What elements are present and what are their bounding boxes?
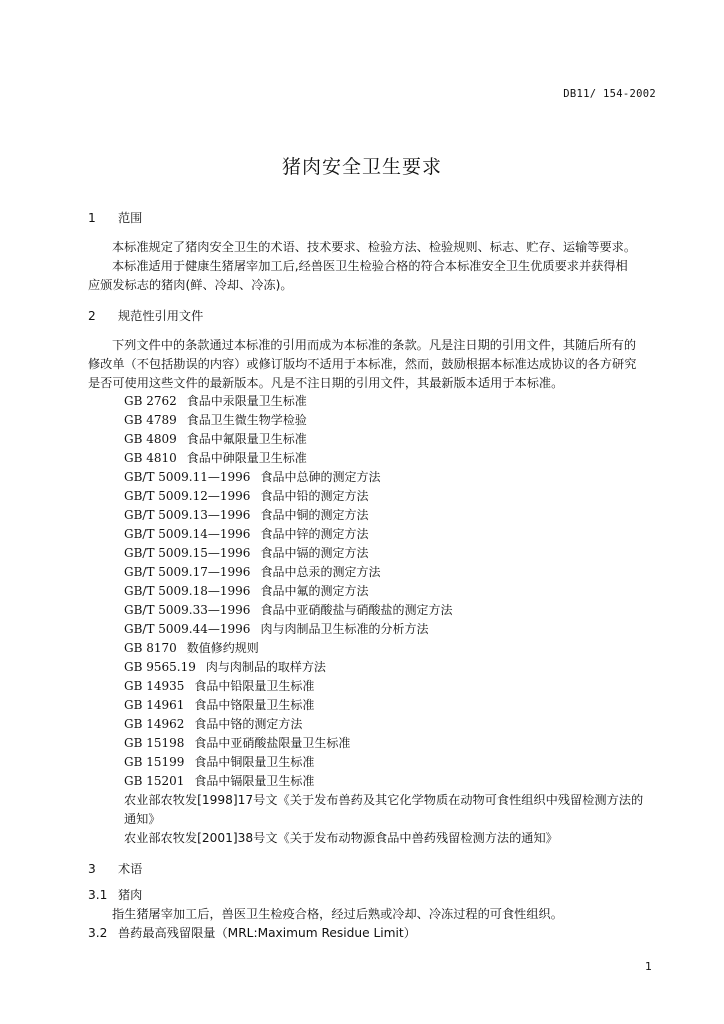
section-1-paragraph-2-line-1: 本标准适用于健康生猪屠宰加工后,经兽医卫生检验合格的符合本标准安全卫生优质要求并获得相: [112, 259, 628, 273]
reference-title: 食品中铅的测定方法: [260, 489, 369, 503]
section-1-paragraph-2-line-2: 应颁发标志的猪肉(鲜、冷却、冷冻)。: [88, 278, 293, 292]
subsection-title: 兽药最高残留限量（MRL:Maximum Residue Limit）: [118, 926, 416, 940]
reference-title: 数值修约规则: [186, 641, 259, 655]
reference-item: [124, 620, 428, 639]
reference-title: 食品中氟的测定方法: [260, 584, 369, 598]
reference-code: GB 4809: [124, 432, 177, 446]
reference-title: 食品中镉的测定方法: [260, 546, 369, 560]
document-title: 猪肉安全卫生要求: [281, 156, 442, 178]
notice-1-line-2: 通知》: [124, 812, 161, 826]
reference-code: GB/T 5009.18—1996: [124, 584, 251, 598]
section-title: 规范性引用文件: [118, 309, 204, 323]
page-number: 1: [645, 960, 652, 973]
section-number: 3: [88, 862, 96, 876]
notice-2: 农业部农牧发[2001]38号文《关于发布动物源食品中兽药残留检测方法的通知》: [124, 831, 558, 845]
reference-code: GB/T 5009.44—1996: [124, 622, 251, 636]
reference-title: 食品中汞限量卫生标准: [186, 394, 307, 408]
reference-code: GB 14962: [124, 717, 185, 731]
reference-title: 食品中总汞的测定方法: [260, 565, 381, 579]
reference-code: GB/T 5009.11—1996: [124, 470, 251, 484]
reference-item: [124, 639, 259, 658]
reference-item: [124, 582, 368, 601]
reference-item: [124, 506, 368, 525]
reference-item: [124, 563, 380, 582]
reference-item: [124, 734, 350, 753]
reference-code: GB 15201: [124, 774, 185, 788]
reference-title: 食品中锌的测定方法: [260, 527, 369, 541]
reference-title: 食品中铬限量卫生标准: [194, 698, 315, 712]
notice-1-line-1: 农业部农牧发[1998]17号文《关于发布兽药及其它化学物质在动物可食性组织中残留检测方法的: [124, 793, 644, 807]
reference-code: GB 4789: [124, 413, 177, 427]
reference-item: [124, 753, 314, 772]
reference-title: 肉与肉制品的取样方法: [205, 660, 326, 674]
reference-code: GB 14961: [124, 698, 185, 712]
subsection-3-2-heading: [88, 924, 416, 943]
reference-title: 食品中镉限量卫生标准: [194, 774, 315, 788]
section-2-intro-line-2: 修改单（不包括勘误的内容）或修订版均不适用于本标准，然而，鼓励根据本标准达成协议的各方研究: [88, 357, 637, 371]
section-1-heading: [88, 209, 142, 228]
section-2-intro-line-1: 下列文件中的条款通过本标准的引用而成为本标准的条款。凡是注日期的引用文件，其随后所有的: [112, 338, 637, 352]
reference-code: GB 2762: [124, 394, 177, 408]
reference-item: [124, 411, 307, 430]
reference-code: GB/T 5009.15—1996: [124, 546, 251, 560]
subsection-3-1-heading: [88, 886, 142, 905]
section-number: 1: [88, 211, 96, 225]
reference-title: 食品中砷限量卫生标准: [186, 451, 307, 465]
reference-item: [124, 677, 314, 696]
reference-code: GB 15198: [124, 736, 185, 750]
section-1-paragraph-1: 本标准规定了猪肉安全卫生的术语、技术要求、检验方法、检验规则、标志、贮存、运输等要求。: [112, 240, 637, 254]
reference-code: GB/T 5009.12—1996: [124, 489, 251, 503]
reference-item: [124, 525, 368, 544]
reference-title: 食品中总砷的测定方法: [260, 470, 381, 484]
reference-item: [124, 772, 314, 791]
reference-item: [124, 487, 368, 506]
reference-code: GB/T 5009.13—1996: [124, 508, 251, 522]
reference-item: [124, 601, 452, 620]
section-3-heading: [88, 860, 142, 879]
reference-code: GB 15199: [124, 755, 185, 769]
reference-item: [124, 449, 307, 468]
reference-title: 食品中铅限量卫生标准: [194, 679, 315, 693]
section-title: 术语: [118, 862, 143, 876]
reference-title: 食品中亚硝酸盐与硝酸盐的测定方法: [260, 603, 453, 617]
reference-code: GB/T 5009.14—1996: [124, 527, 251, 541]
reference-title: 食品中铜限量卫生标准: [194, 755, 315, 769]
reference-title: 肉与肉制品卫生标准的分析方法: [260, 622, 429, 636]
reference-code: GB 8170: [124, 641, 177, 655]
reference-item: [124, 544, 368, 563]
section-2-heading: [88, 307, 203, 326]
section-2-intro-line-3: 是否可使用这些文件的最新版本。凡是不注日期的引用文件，其最新版本适用于本标准。: [88, 376, 564, 390]
subsection-number: 3.2: [88, 926, 108, 940]
reference-title: 食品中铬的测定方法: [194, 717, 303, 731]
reference-item: [124, 392, 307, 411]
reference-title: 食品中氟限量卫生标准: [186, 432, 307, 446]
reference-code: GB 9565.19: [124, 660, 196, 674]
reference-item: [124, 715, 302, 734]
reference-item: [124, 696, 314, 715]
reference-title: 食品中铜的测定方法: [260, 508, 369, 522]
reference-code: GB 14935: [124, 679, 185, 693]
section-title: 范围: [118, 211, 143, 225]
reference-code: GB/T 5009.17—1996: [124, 565, 251, 579]
reference-code: GB/T 5009.33—1996: [124, 603, 251, 617]
reference-code: GB 4810: [124, 451, 177, 465]
reference-item: [124, 658, 326, 677]
reference-item: [124, 430, 307, 449]
subsection-number: 3.1: [88, 888, 108, 902]
document-code: DB11/ 154-2002: [563, 88, 656, 100]
section-number: 2: [88, 309, 96, 323]
subsection-title: 猪肉: [118, 888, 143, 902]
subsection-3-1-definition: 指生猪屠宰加工后，兽医卫生检疫合格，经过后熟或冷却、冷冻过程的可食性组织。: [112, 907, 563, 921]
reference-title: 食品中亚硝酸盐限量卫生标准: [194, 736, 351, 750]
reference-title: 食品卫生微生物学检验: [186, 413, 307, 427]
reference-item: [124, 468, 380, 487]
